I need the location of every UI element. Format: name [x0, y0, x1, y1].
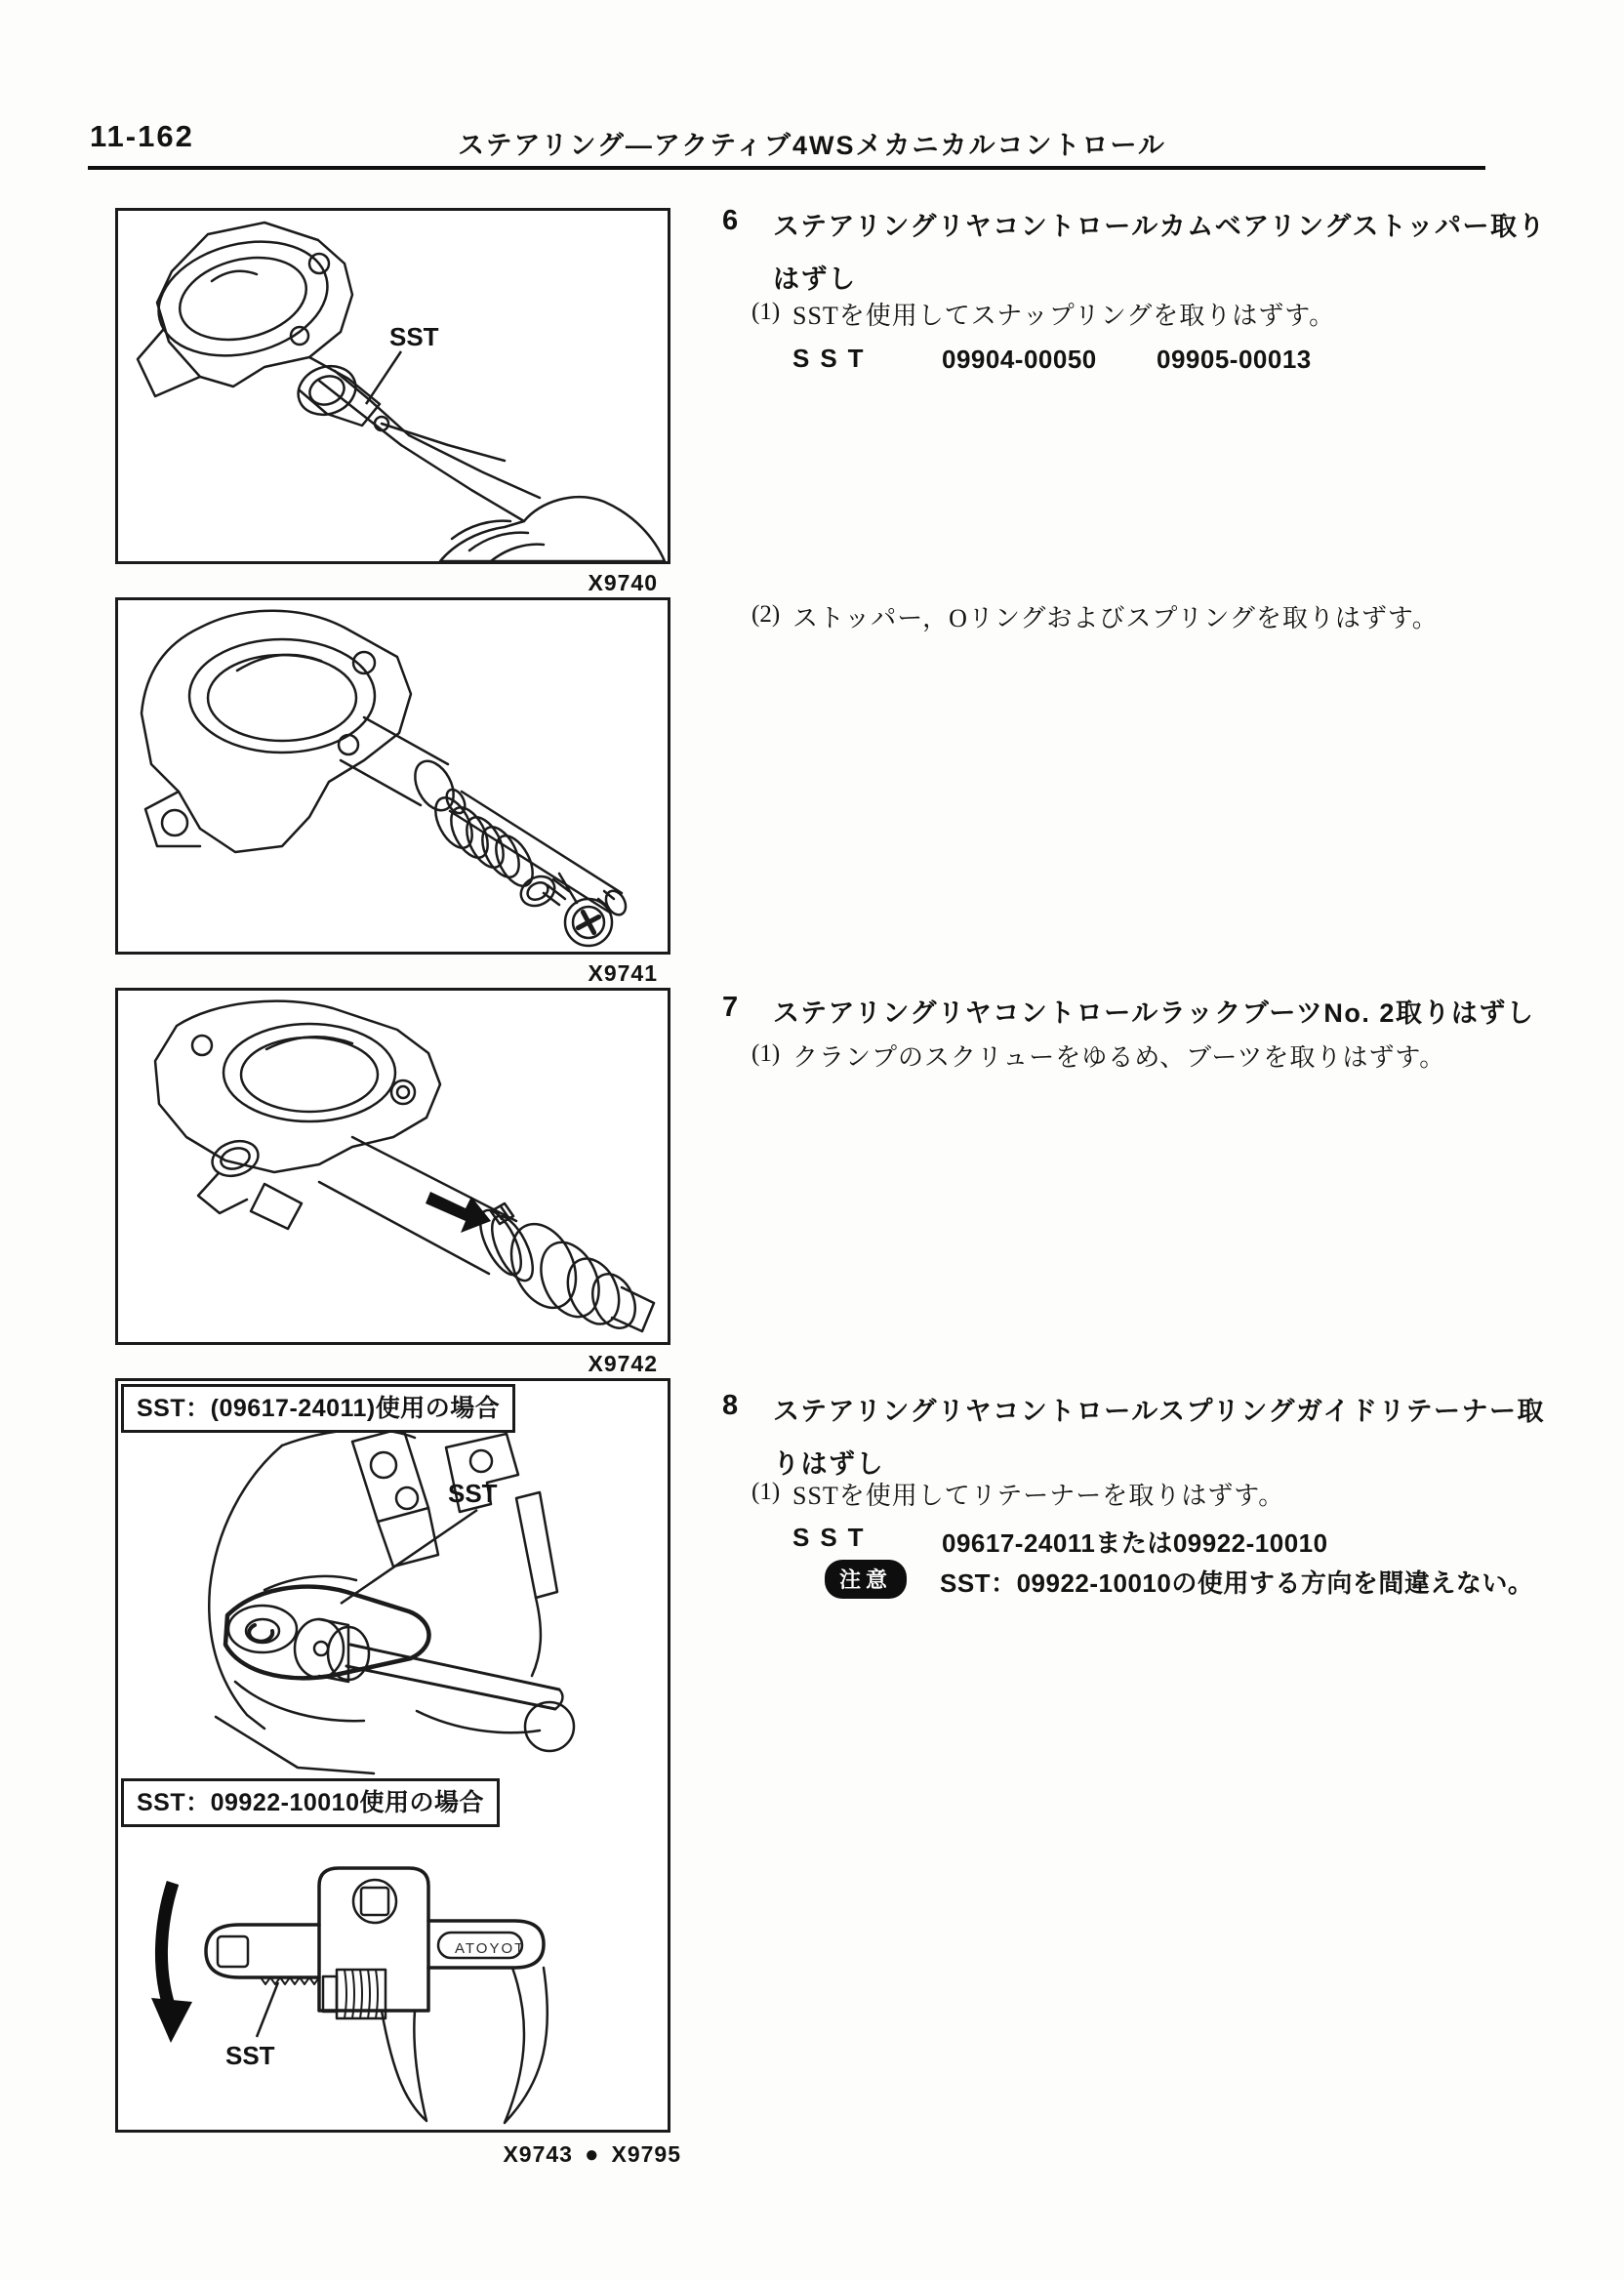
section-8-title-line1: ステアリングリヤコントロールスプリングガイドリテーナー取 [773, 1397, 1545, 1426]
gear-housing [138, 223, 380, 426]
header-rule [88, 166, 1485, 170]
rack-boot-illustration [118, 991, 668, 1342]
stopper-exploded-illustration [118, 600, 668, 952]
sst-callout-label: SST [389, 322, 439, 351]
sst-callout-label: SST [225, 2041, 275, 2070]
section-7-title: ステアリングリヤコントロールラックブーツNo. 2取りはずし [773, 998, 1535, 1028]
step-text: クランプのスクリューをゆるめ、ブーツを取りはずす。 [792, 1043, 1446, 1072]
fixed-jaw [505, 1968, 548, 2123]
figure-caption-left: X9743 [503, 2141, 573, 2167]
section-6-title-line1: ステアリングリヤコントロールカムベアリングストッパー取り [773, 212, 1547, 241]
section-8-number: 8 [722, 1390, 739, 1421]
rack-boot-bellows [499, 1214, 654, 1335]
sst-label: SST [792, 1523, 874, 1552]
rack-teeth [261, 1977, 319, 1984]
caution-text: SST：09922-10010の使用する方向を間違えない。 [940, 1568, 1534, 1598]
figure-caption: X9741 [588, 960, 658, 986]
step-text: SSTを使用してスナップリングを取りはずす。 [792, 302, 1336, 330]
gear-housing [142, 611, 462, 852]
caption-bullet-icon: ● [584, 2140, 600, 2168]
snap-ring-pliers [319, 371, 540, 521]
sliding-jaw [382, 2011, 426, 2121]
step-text: ストッパー，Oリングおよびスプリングを取りはずす。 [792, 604, 1439, 632]
sst-case1-label: SST：(09617-24011)使用の場合 [121, 1384, 515, 1433]
section-6-title-line2: はずし [773, 265, 857, 294]
sst-label: SST [792, 344, 874, 373]
figure-caption: X9740 [588, 570, 658, 595]
figure-x9742 [115, 988, 670, 1345]
sst-leader-line [341, 1510, 477, 1604]
sst-number: 09617-24011または09922-10010 [942, 1528, 1328, 1558]
sst-number-1: 09904-00050 [942, 345, 1097, 374]
figure-caption-right: X9795 [611, 2141, 681, 2167]
step-marker: (1) [751, 1479, 781, 1505]
section-7-number: 7 [722, 992, 739, 1023]
sst-leader-line [366, 351, 401, 404]
page-title: ステアリング—アクティブ4WSメカニカルコントロール [458, 131, 1166, 160]
figure-caption [115, 2141, 681, 2168]
step-marker: (1) [751, 299, 781, 325]
tool-handle-rod [350, 1645, 559, 1690]
figure-x9741 [115, 597, 670, 955]
wrench-illustration [206, 1868, 548, 2123]
section-8-title-line2: りはずし [773, 1449, 884, 1479]
step-marker: (1) [751, 1040, 781, 1067]
section-6-number: 6 [722, 205, 739, 236]
step-text: SSTを使用してリテーナーを取りはずす。 [792, 1482, 1285, 1510]
rotate-direction-arrowhead-icon [151, 1998, 192, 2043]
tool-brand-text: ATOYOT [455, 1940, 526, 1957]
retainer-sst-illustration [118, 1381, 668, 2130]
caution-badge: 注意 [825, 1560, 907, 1599]
rack-cylinder [319, 1137, 516, 1274]
sst-callout-label: SST [448, 1479, 498, 1508]
figure-caption: X9742 [588, 1351, 658, 1376]
sst-number-2: 09905-00013 [1157, 345, 1312, 374]
page-number: 11-162 [90, 119, 194, 153]
step-marker: (2) [751, 601, 781, 628]
rotate-direction-arrow-icon [161, 1883, 173, 2012]
lever-tool-illustration [209, 1428, 574, 1773]
gear-housing [155, 1001, 440, 1229]
worm-adjuster [323, 1970, 386, 2018]
figure-x9740 [115, 208, 670, 564]
figure-x9743-x9795 [115, 1378, 670, 2133]
snap-ring-pliers-illustration [118, 211, 668, 561]
sst-case2-label: SST：09922-10010使用の場合 [121, 1778, 500, 1827]
hand [440, 497, 665, 561]
sst-leader-line [257, 1982, 278, 2037]
